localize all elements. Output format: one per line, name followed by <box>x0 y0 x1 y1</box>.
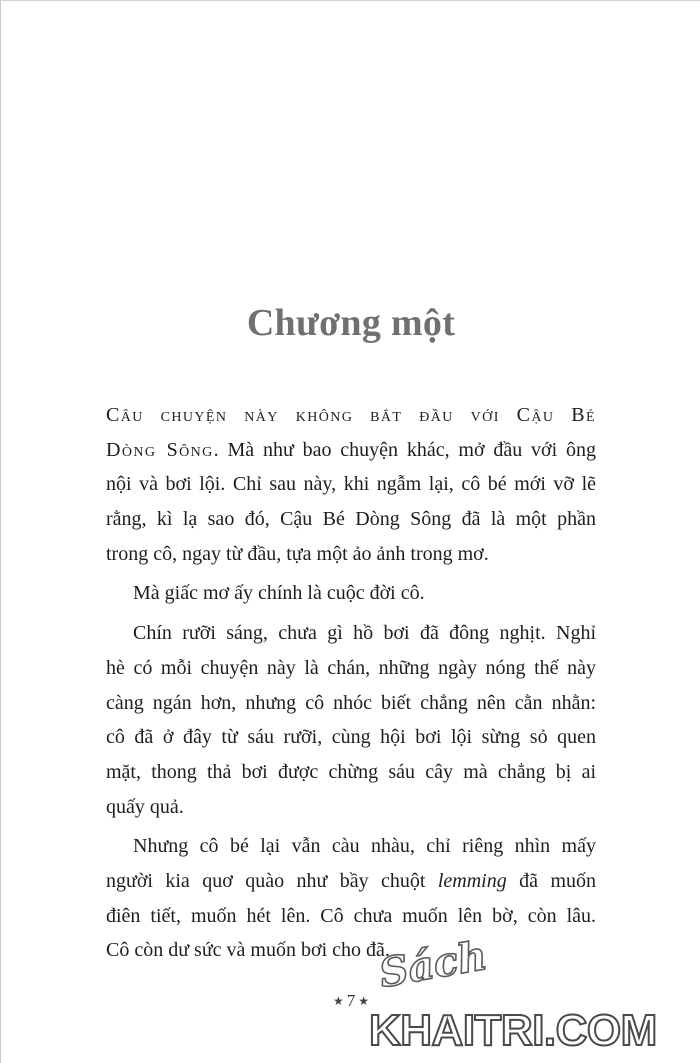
watermark-logo-script: Sách <box>375 931 491 998</box>
italic-word: lemming <box>437 869 507 892</box>
text-line: điên tiết, muốn hét lên. Cô chưa muốn lên bờ, còn lâu. <box>106 904 596 927</box>
text-line: nội và bơi lội. Chỉ sau này, khi ngẫm lại, cô bé mới vỡ lẽ <box>106 473 596 496</box>
paragraph-4 <box>106 829 596 968</box>
text-line: Mà giấc mơ ấy chính là cuộc đời cô. <box>133 582 425 605</box>
chapter-body <box>106 398 596 968</box>
text-line: Nhưng cô bé lại vẫn càu nhàu, chỉ riêng nhìn mấy <box>133 835 596 858</box>
paragraph-3 <box>106 616 596 824</box>
star-icon <box>333 994 344 1008</box>
text-line: càng ngán hơn, nhưng cô nhóc biết chẳng nên cằn nhằn: <box>106 691 596 714</box>
paragraph-1 <box>106 398 596 571</box>
watermark-logo-text: KHAITRI.COM <box>369 1006 657 1055</box>
text-line: trong cô, ngay từ đầu, tựa một ảo ảnh trong mơ. <box>106 542 489 565</box>
page-number-value: 7 <box>346 991 356 1010</box>
star-icon <box>358 994 369 1008</box>
text-line <box>106 864 596 899</box>
small-caps-opening: Dòng Sông <box>106 438 214 461</box>
text-line: cô đã ở đây từ sáu rưỡi, cùng hội bơi lội sừng sỏ quen <box>106 726 596 749</box>
text-line <box>106 433 596 468</box>
text-line: rằng, kì lạ sao đó, Cậu Bé Dòng Sông đã là một phần <box>106 508 596 531</box>
text-line: Cô còn dư sức và muốn bơi cho đã. <box>106 939 390 962</box>
line-text: . Mà như bao chuyện khác, mở đầu với ông <box>213 438 596 461</box>
chapter-title: Chương một <box>246 302 456 345</box>
line-text: người kia quơ quào như bầy chuột <box>106 869 438 892</box>
paragraph-2 <box>106 576 596 611</box>
text-line: hè có mỗi chuyện này là chán, những ngày nóng thế này <box>106 656 596 679</box>
text-line: mặt, thong thả bơi được chừng sáu cây mà chẳng bị ai <box>106 760 596 783</box>
text-line: Chín rưỡi sáng, chưa gì hồ bơi đã đông nghịt. Nghỉ <box>133 622 596 645</box>
text-line <box>106 398 596 433</box>
text-line: quấy quả. <box>106 795 184 818</box>
line-text: đã muốn <box>506 869 596 892</box>
small-caps-opening: Câu chuyện này không bắt đầu với Cậu Bé <box>106 404 596 426</box>
